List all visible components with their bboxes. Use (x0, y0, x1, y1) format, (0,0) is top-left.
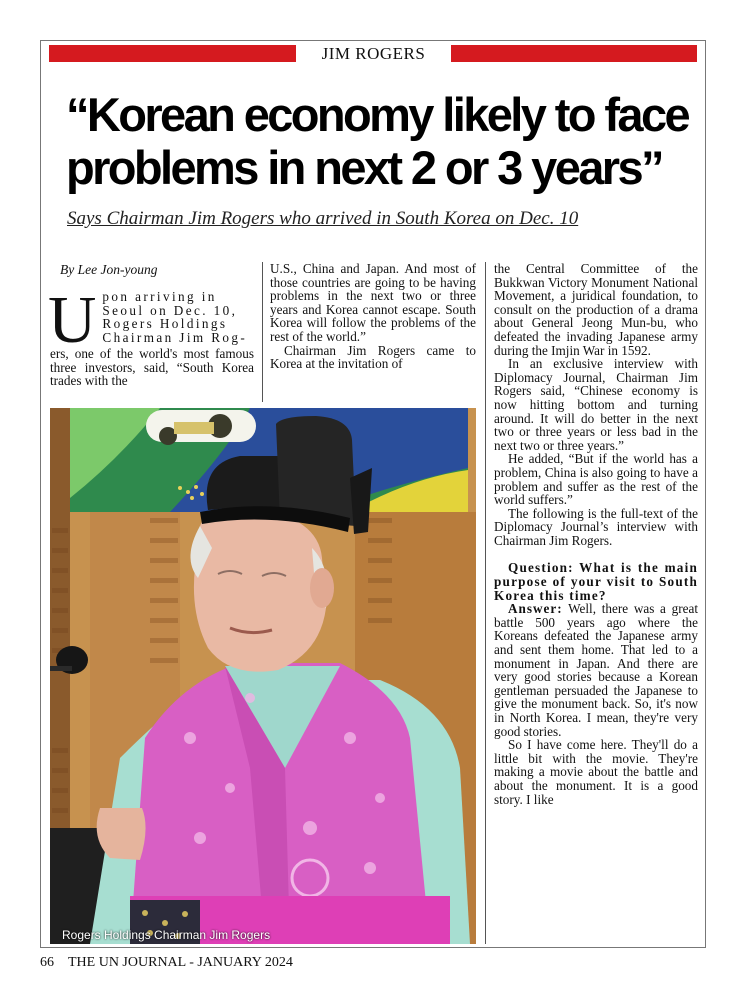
spaced-line: Seoul on Dec. 10, (102, 302, 238, 318)
answer-text: Well, there was a great battle 500 years ago where the Koreans defeated the Japanese army and sent them home. That led to a monument in Japan. And there are very good stories because a Korean gentleman persuaded the Japanese to give the monument back. So, it's now in North Korea. I mean, they're very good stories. (494, 601, 698, 739)
interview-answer (494, 602, 698, 738)
drop-cap: U (48, 283, 97, 357)
paragraph: Chairman Jim Rogers came to Korea at the invitation of (270, 342, 476, 372)
section-label: JIM ROGERS (321, 44, 426, 63)
page-footer (40, 955, 293, 971)
paragraph: So I have come here. They'll do a little bit with the movie. They're making a movie about the battle and about the monument. It is a good story. I like (494, 737, 698, 807)
headline-line-1: “Korean economy likely to face (66, 88, 689, 141)
column-divider (262, 262, 263, 402)
byline: By Lee Jon-young (60, 262, 158, 277)
section-bar-right (451, 45, 697, 62)
answer-label: Answer: (508, 601, 563, 617)
paragraph: The following is the full-text of the Diplomacy Journal’s interview with Chairman Jim Rogers. (494, 505, 698, 548)
spaced-line: Chairman Jim Rog- (102, 329, 248, 345)
section-bar-left (49, 45, 296, 62)
article-column-2 (270, 262, 476, 371)
spaced-line: pon arriving in (102, 289, 217, 304)
paragraph: the Central Committee of the Bukkwan Victory Monument National Movement, a juridical foundation, to consult on the production of a drama about General Jeong Mun-bu, who defeated the invading Japanese army during the Imjin War in 1592. (494, 261, 698, 358)
photo-caption: Rogers Holdings Chairman Jim Rogers (62, 928, 271, 942)
paragraph: He added, “But if the world has a problem, China is also going to have a problem and suffer as the rest of the world suffers.” (494, 451, 698, 508)
paragraph: U.S., China and Japan. And most of those countries are going to be having problems in the next two or three years and Korea cannot escape. South Korea will follow the problems of the rest of the world.” (270, 261, 476, 344)
headline (66, 88, 706, 194)
article-column-3 (494, 262, 698, 806)
article-column-1 (48, 283, 254, 389)
paragraph: In an exclusive interview with Diplomacy Journal, Chairman Jim Rogers said, “Chinese economy is now hitting bottom and turning around. It will do better in the next two or three years or less bad in the next two or three years.” (494, 356, 698, 453)
page-number: 66 (40, 955, 54, 970)
body-text: ers, one of the world's most famous three investors, said, “South Korea trades with the (50, 346, 254, 389)
interview-question: Question: What is the main purpose of your visit to South Korea this time? (494, 560, 698, 603)
jim-rogers-photo (50, 408, 476, 944)
spaced-line: Rogers Holdings (102, 316, 228, 332)
column-divider (485, 262, 486, 944)
headline-line-2: problems in next 2 or 3 years” (66, 141, 662, 194)
subheadline: Says Chairman Jim Rogers who arrived in South Korea on Dec. 10 (67, 208, 579, 229)
publication-name: THE UN JOURNAL - JANUARY 2024 (68, 955, 293, 970)
